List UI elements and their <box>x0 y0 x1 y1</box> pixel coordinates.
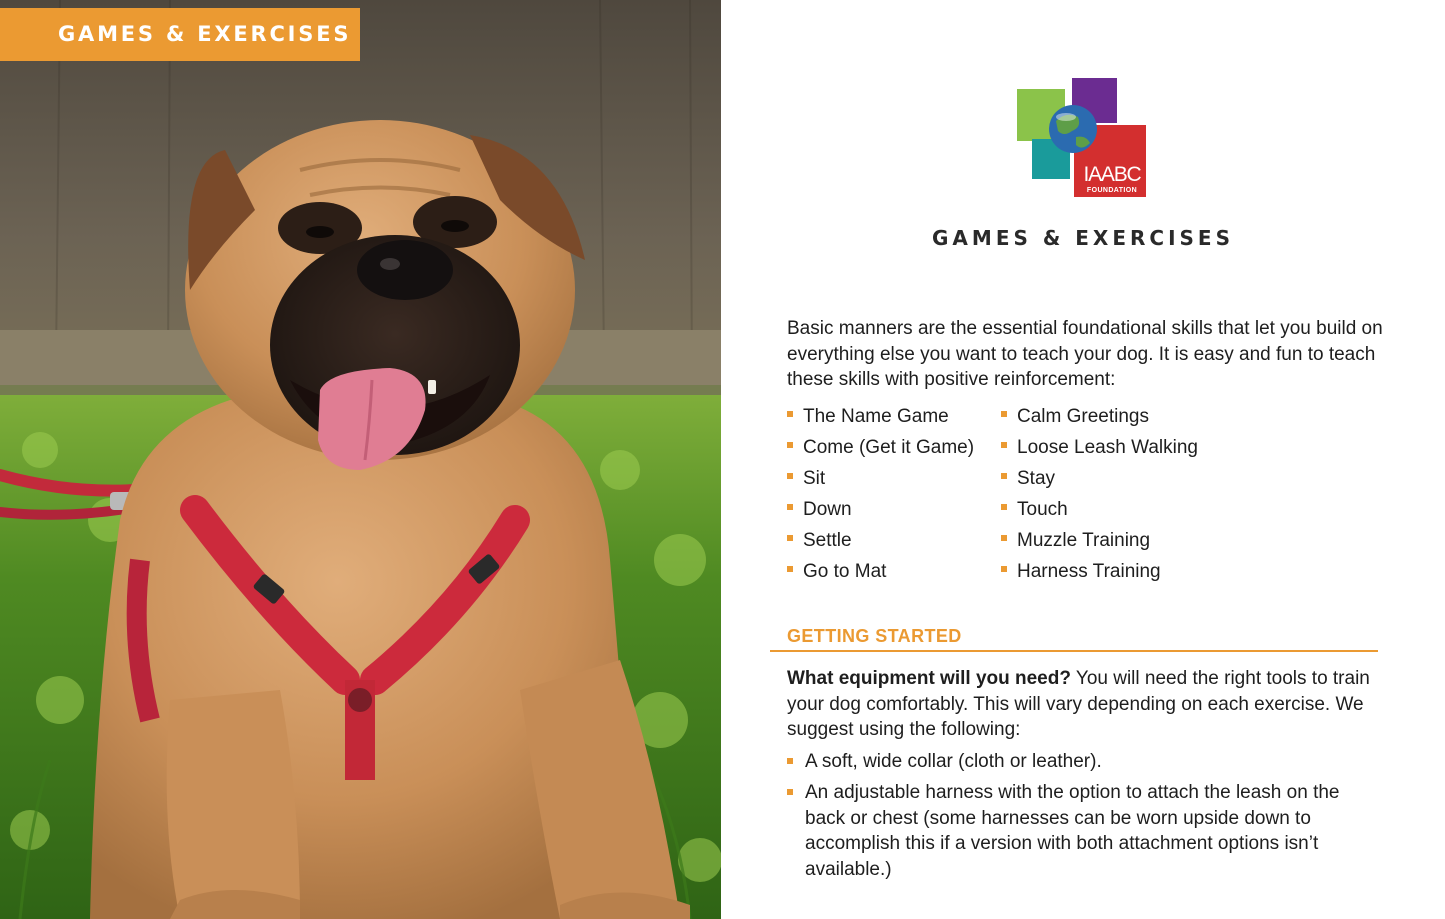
skill-label: Sit <box>803 468 826 489</box>
list-item <box>1001 401 1198 432</box>
square-bullet-icon <box>787 473 793 479</box>
square-bullet-icon <box>1001 473 1007 479</box>
dog-photo-illustration <box>0 0 721 919</box>
square-bullet-icon <box>787 442 793 448</box>
list-item <box>787 556 974 587</box>
list-item <box>1001 494 1198 525</box>
skill-label: The Name Game <box>803 406 949 427</box>
square-bullet-icon <box>787 758 793 764</box>
list-item <box>787 401 974 432</box>
square-bullet-icon <box>1001 535 1007 541</box>
skills-list-column-1 <box>787 401 974 587</box>
square-bullet-icon <box>787 504 793 510</box>
logo-text: IAABC <box>1083 163 1141 186</box>
list-item <box>787 432 974 463</box>
skill-label: Muzzle Training <box>1017 530 1151 551</box>
skill-label: Go to Mat <box>803 561 887 582</box>
list-item <box>1001 463 1198 494</box>
skill-label: Stay <box>1017 468 1056 489</box>
square-bullet-icon <box>787 566 793 572</box>
skill-label: Loose Leash Walking <box>1017 437 1198 458</box>
skills-list-column-2 <box>1001 401 1198 587</box>
skill-label: Touch <box>1017 499 1068 520</box>
equipment-list <box>787 749 1383 888</box>
square-bullet-icon <box>1001 411 1007 417</box>
equipment-item: An adjustable harness with the option to attach the leash on the back or chest (some harnesses can be worn upside down to accomplish this if a version with both attachment options isn’t available.) <box>805 782 1340 880</box>
skill-label: Down <box>803 499 852 520</box>
intro-paragraph: Basic manners are the essential foundational skills that let you build on everything else you want to teach your dog. It is easy and fun to teach these skills with positive reinforcement: <box>787 318 1383 390</box>
content-panel <box>721 0 1445 919</box>
equipment-answer: You will need the right tools to train your dog comfortably. This will vary depending on each exercise. We suggest using the following: <box>787 668 1370 740</box>
square-bullet-icon <box>787 789 793 795</box>
square-bullet-icon <box>1001 442 1007 448</box>
square-bullet-icon <box>787 411 793 417</box>
getting-started-heading: GETTING STARTED <box>787 626 962 646</box>
list-item <box>787 494 974 525</box>
section-tab: GAMES & EXERCISES <box>0 8 360 61</box>
iaabc-foundation-logo <box>1016 77 1148 199</box>
square-bullet-icon <box>1001 566 1007 572</box>
skill-label: Settle <box>803 530 852 551</box>
list-item <box>1001 432 1198 463</box>
section-divider <box>770 650 1378 652</box>
skill-label: Calm Greetings <box>1017 406 1149 427</box>
list-item <box>787 463 974 494</box>
list-item <box>787 780 1383 882</box>
list-item <box>1001 525 1198 556</box>
list-item <box>787 749 1383 775</box>
equipment-paragraph <box>787 666 1387 743</box>
square-bullet-icon <box>787 535 793 541</box>
page-title: GAMES & EXERCISES <box>932 226 1234 250</box>
equipment-item: A soft, wide collar (cloth or leather). <box>805 751 1102 772</box>
equipment-question: What equipment will you need? <box>787 668 1071 689</box>
logo-subtext: FOUNDATION <box>1086 187 1138 194</box>
square-bullet-icon <box>1001 504 1007 510</box>
skill-label: Come (Get it Game) <box>803 437 975 458</box>
hero-photo <box>0 0 721 919</box>
skill-label: Harness Training <box>1017 561 1161 582</box>
list-item <box>1001 556 1198 587</box>
list-item <box>787 525 974 556</box>
